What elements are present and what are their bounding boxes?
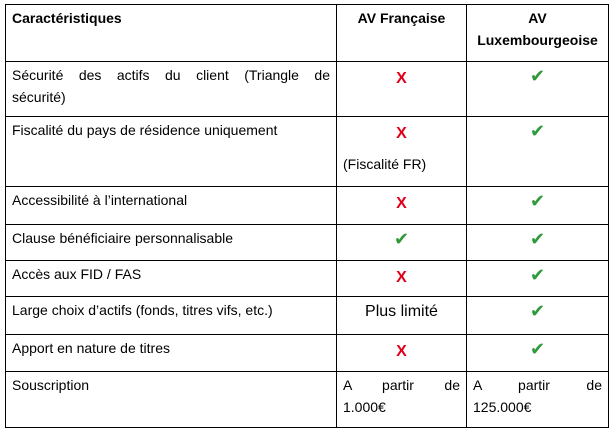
check-icon: ✔ bbox=[529, 265, 546, 285]
lux-cell bbox=[467, 372, 609, 428]
cross-icon: X bbox=[396, 195, 407, 212]
feature-cell: Souscription bbox=[6, 372, 337, 428]
check-icon: ✔ bbox=[529, 229, 546, 249]
check-icon: ✔ bbox=[529, 121, 546, 141]
cross-icon: X bbox=[396, 70, 407, 87]
lux-cell bbox=[467, 225, 609, 261]
lux-cell bbox=[467, 261, 609, 297]
feature-cell: Large choix d’actifs (fonds, titres vifs, etc.) bbox=[6, 297, 337, 335]
header-row bbox=[6, 5, 609, 62]
header-av-lux-line1: AV bbox=[528, 10, 547, 26]
feature-cell: Accès aux FID / FAS bbox=[6, 261, 337, 297]
fr-cell bbox=[337, 187, 467, 225]
feature-cell: Fiscalité du pays de résidence uniquement bbox=[6, 117, 337, 187]
header-av-luxembourgeoise bbox=[467, 5, 609, 62]
cross-icon: X bbox=[396, 269, 407, 286]
fr-cell bbox=[337, 372, 467, 428]
fr-cell bbox=[337, 117, 467, 187]
lux-cell bbox=[467, 187, 609, 225]
feature-cell: Clause bénéficiaire personnalisable bbox=[6, 225, 337, 261]
check-icon: ✔ bbox=[529, 339, 546, 359]
check-icon: ✔ bbox=[393, 229, 410, 249]
fr-subscription-line2: 1.000€ bbox=[343, 399, 386, 415]
table-row bbox=[6, 187, 609, 225]
fr-note: (Fiscalité FR) bbox=[343, 156, 427, 172]
table-row bbox=[6, 297, 609, 335]
fr-cell bbox=[337, 225, 467, 261]
table-row bbox=[6, 372, 609, 428]
check-icon: ✔ bbox=[529, 191, 546, 211]
header-characteristics: Caractéristiques bbox=[6, 5, 337, 62]
fr-subscription-line1: A partir de bbox=[343, 377, 460, 393]
fr-cell bbox=[337, 62, 467, 117]
comparison-table bbox=[5, 4, 609, 428]
lux-subscription-line2: 125.000€ bbox=[473, 399, 532, 415]
feature-cell: Apport en nature de titres bbox=[6, 335, 337, 372]
check-icon: ✔ bbox=[529, 301, 546, 321]
lux-cell bbox=[467, 117, 609, 187]
feature-label-line2: sécurité) bbox=[12, 89, 66, 105]
feature-label-line1: Sécurité des actifs du client (Triangle de bbox=[12, 67, 330, 83]
check-icon: ✔ bbox=[529, 66, 546, 86]
table-row bbox=[6, 261, 609, 297]
fr-cell bbox=[337, 297, 467, 335]
header-av-lux-line2: Luxembourgeoise bbox=[477, 32, 598, 48]
cross-icon: X bbox=[396, 125, 407, 142]
table-row bbox=[6, 225, 609, 261]
fr-limited-text: Plus limité bbox=[365, 303, 438, 320]
header-av-francaise: AV Française bbox=[337, 5, 467, 62]
cross-icon: X bbox=[396, 343, 407, 360]
feature-cell: Accessibilité à l’international bbox=[6, 187, 337, 225]
feature-cell bbox=[6, 62, 337, 117]
table-row bbox=[6, 117, 609, 187]
lux-cell bbox=[467, 297, 609, 335]
lux-cell bbox=[467, 62, 609, 117]
lux-subscription-line1: A partir de bbox=[473, 377, 602, 393]
table-row bbox=[6, 62, 609, 117]
fr-cell bbox=[337, 261, 467, 297]
fr-cell bbox=[337, 335, 467, 372]
table-row bbox=[6, 335, 609, 372]
lux-cell bbox=[467, 335, 609, 372]
